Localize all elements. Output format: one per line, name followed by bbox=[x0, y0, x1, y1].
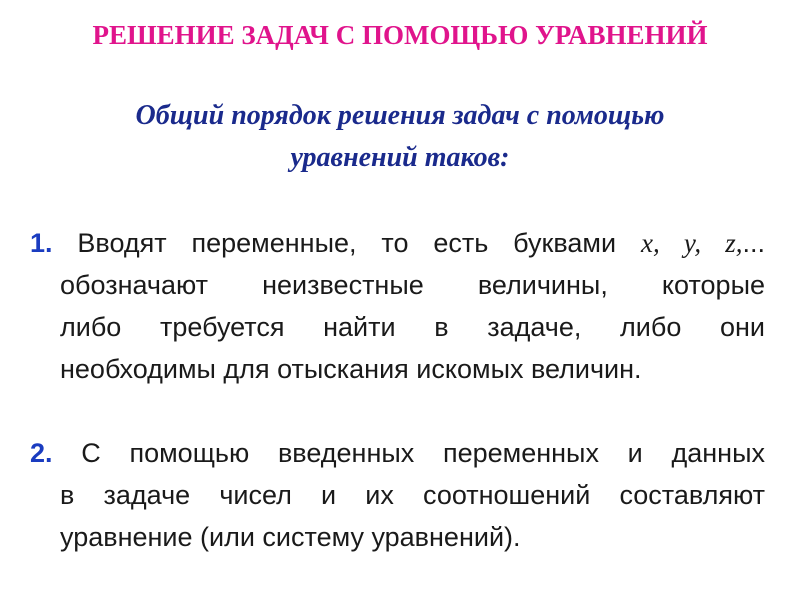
subtitle-line-2-text: уравнений таков bbox=[290, 142, 501, 173]
list-item-2-number: 2. bbox=[30, 438, 53, 468]
list-item-1-line-1-text: Вводят переменные, то есть буквами bbox=[52, 228, 641, 258]
subtitle-line-2 bbox=[40, 137, 760, 179]
list-item-1-line-1 bbox=[30, 222, 765, 264]
list-item-1-line-2: обозначают неизвестные величины, которые bbox=[60, 270, 765, 300]
list-item-1 bbox=[30, 222, 765, 390]
slide-title: РЕШЕНИЕ ЗАДАЧ С ПОМОЩЬЮ УРАВНЕНИЙ bbox=[92, 20, 708, 50]
subtitle-line-1: Общий порядок решения задач с помощью bbox=[135, 100, 665, 131]
subtitle-colon: : bbox=[500, 142, 510, 173]
list-item-1-ellipsis: ... bbox=[742, 228, 765, 258]
list-item-2 bbox=[30, 432, 765, 558]
list-item-2-line-1 bbox=[30, 432, 765, 474]
list-item-2-line-3: уравнение (или систему уравнений). bbox=[60, 522, 521, 552]
slide-subtitle bbox=[40, 95, 760, 179]
list-item-1-number: 1. bbox=[30, 228, 53, 258]
list-item-2-line-2: в задаче чисел и их соотношений составляют bbox=[60, 480, 765, 510]
list-item-1-variables: x, y, z, bbox=[640, 228, 743, 258]
list-item-1-line-3: либо требуется найти в задаче, либо они bbox=[60, 312, 765, 342]
list-item-2-line-1-text: С помощью введенных переменных и данных bbox=[52, 438, 765, 468]
list-item-1-line-4: необходимы для отыскания искомых величин. bbox=[60, 354, 642, 384]
